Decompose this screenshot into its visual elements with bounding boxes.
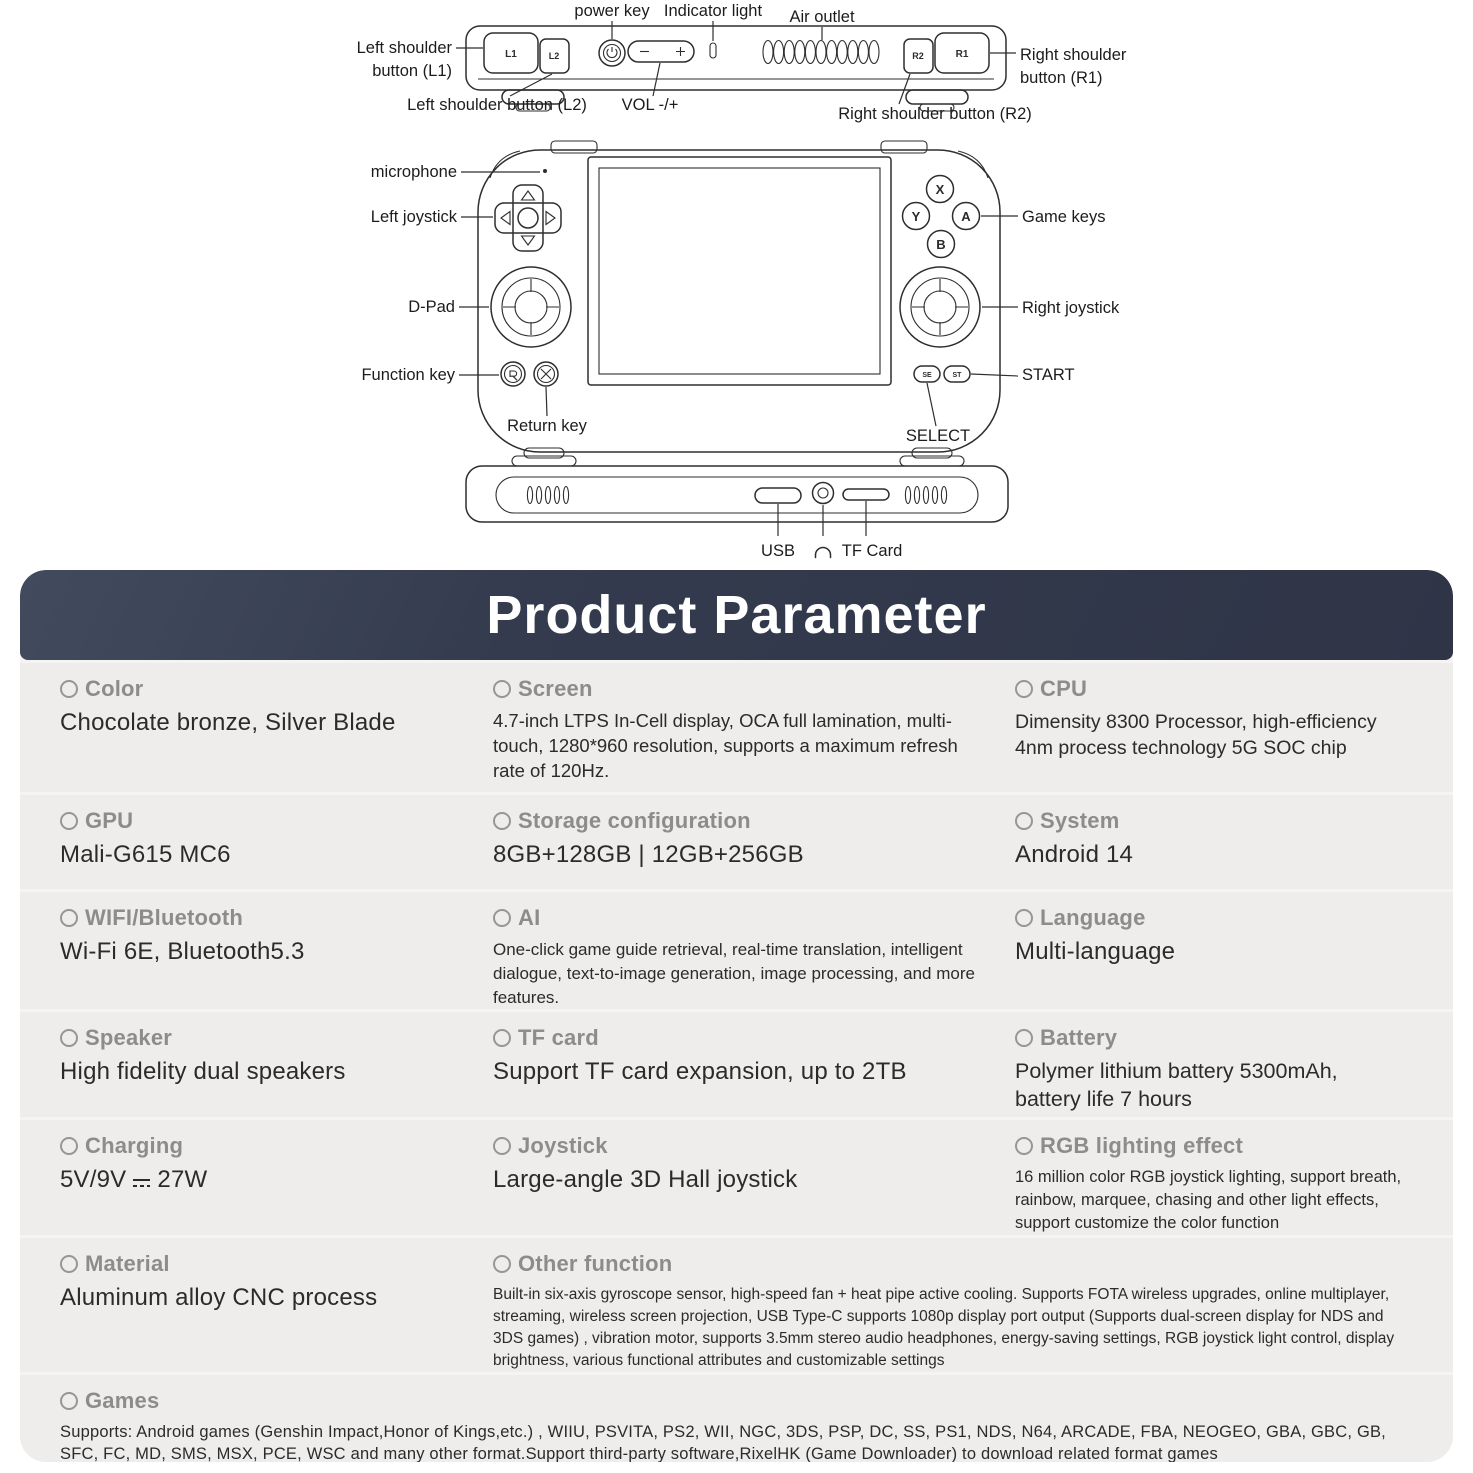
panel-header bbox=[20, 570, 1453, 660]
tf-card-slot bbox=[843, 489, 889, 500]
spec-label-text: RGB lighting effect bbox=[1040, 1133, 1244, 1159]
left-joystick-label: Left joystick bbox=[370, 208, 457, 226]
spec-value: Wi-Fi 6E, Bluetooth5.3 bbox=[60, 938, 305, 965]
spec-row-3 bbox=[20, 892, 1453, 1009]
circle-bullet-icon bbox=[493, 1255, 511, 1273]
spec-label-text: CPU bbox=[1040, 676, 1088, 701]
spec-label-text: AI bbox=[518, 905, 541, 930]
panel-title: Product Parameter bbox=[486, 585, 987, 645]
spec-cell-cpu bbox=[1015, 676, 1429, 792]
spec-value: Dimensity 8300 Processor, high-efficiency 4nm process technology 5G SOC chip bbox=[1015, 711, 1377, 760]
spec-row-4 bbox=[20, 1012, 1453, 1117]
circle-bullet-icon bbox=[1015, 680, 1033, 698]
vol-label: VOL -/+ bbox=[621, 96, 679, 114]
function-key-button bbox=[501, 362, 525, 386]
spec-label-text: TF card bbox=[518, 1025, 599, 1051]
spec-value: 4.7-inch LTPS In-Cell display, OCA full lamination, multi-touch, 1280*960 resolution, supports a maximum refresh rate of 120Hz. bbox=[493, 710, 958, 781]
st-button-label: ST bbox=[952, 372, 962, 379]
left-speaker-holes bbox=[527, 487, 568, 504]
device-diagram bbox=[0, 0, 1473, 565]
spec-cell-storage bbox=[493, 808, 1015, 889]
spec-value: Built-in six-axis gyroscope sensor, high-speed fan + heat pipe active cooling. Supports FOTA wireless upgrades, online multiplayer, streaming, wireless screen projection, USB Type-C supports 1080p display port output (Supports dual-screen display for NDS and 3DS games) , vibration motor, supports 3.5mm stereo audio headphones, energy-saving settings, RGB joystick light control, display brightness, various functional attributes and customizable settings bbox=[493, 1285, 1395, 1369]
spec-row-2 bbox=[20, 795, 1453, 889]
spec-label bbox=[493, 1133, 989, 1159]
air-outlet-vents bbox=[763, 41, 879, 64]
spec-label bbox=[493, 1025, 989, 1051]
return-key-leader bbox=[546, 387, 547, 416]
start-label: START bbox=[1022, 366, 1075, 384]
microphone-label: microphone bbox=[370, 163, 457, 181]
tf-card-label: TF Card bbox=[841, 542, 903, 560]
dc-voltage-icon bbox=[133, 1179, 150, 1188]
spec-value: Supports: Android games (Genshin Impact,Honor of Kings,etc.) , WIIU, PSVITA, PS2, WII, NGC, 3DS, PSP, DC, SS, PS1, NDS, N64, ARCADE, FBA, NEOGEO, GBA, GBC, GB, SFC, FC, MD, SMS, MSX, PCE, WSC and many other format.Support third-party software,RixelHK (Game Downloader) to download related format games bbox=[60, 1422, 1386, 1462]
spec-label-text: Other function bbox=[518, 1250, 673, 1276]
l1-button-label: L1 bbox=[505, 49, 517, 60]
spec-label-text: Battery bbox=[1040, 1025, 1118, 1051]
product-parameter-panel bbox=[20, 570, 1453, 1462]
r2-button-label: R2 bbox=[912, 51, 924, 61]
spec-value: Large-angle 3D Hall joystick bbox=[493, 1166, 798, 1194]
spec-label bbox=[493, 1251, 1403, 1277]
spec-cell-screen bbox=[493, 676, 1015, 792]
spec-label-text: GPU bbox=[85, 808, 134, 833]
power-key bbox=[599, 40, 625, 66]
right-shoulder-r2-label: Right shoulder button (R2) bbox=[838, 105, 1032, 123]
front-view bbox=[361, 141, 1119, 452]
spec-value: Android 14 bbox=[1015, 841, 1134, 868]
indicator-light-label: Indicator light bbox=[663, 2, 763, 20]
x-button-label: X bbox=[935, 182, 945, 197]
spec-label bbox=[60, 808, 467, 834]
spec-label-text: Material bbox=[85, 1250, 170, 1276]
usb-label: USB bbox=[761, 542, 795, 560]
right-shoulder-r1-label-2: button (R1) bbox=[1020, 69, 1103, 87]
air-outlet-label: Air outlet bbox=[789, 8, 855, 26]
spec-value: 16 million color RGB joystick lighting, support breath, rainbow, marquee, chasing and other light effects, support customize the color function bbox=[1015, 1168, 1402, 1232]
spec-cell-ai bbox=[493, 905, 1015, 1009]
dpad-label: D-Pad bbox=[408, 298, 455, 316]
spec-label bbox=[60, 676, 467, 702]
game-keys-cluster bbox=[903, 176, 980, 258]
circle-bullet-icon bbox=[493, 1137, 511, 1155]
front-right-shoulder-bump bbox=[881, 141, 927, 153]
return-key-button bbox=[534, 362, 558, 386]
select-label: SELECT bbox=[905, 427, 971, 445]
spec-value: Aluminum alloy CNC process bbox=[60, 1283, 378, 1311]
spec-label bbox=[493, 676, 989, 702]
spec-value-text: 27W bbox=[157, 1166, 208, 1194]
circle-bullet-icon bbox=[60, 1029, 78, 1047]
circle-bullet-icon bbox=[60, 909, 78, 927]
spec-value: Support TF card expansion, up to 2TB bbox=[493, 1058, 907, 1086]
spec-label bbox=[60, 905, 467, 931]
spec-label bbox=[60, 1133, 467, 1159]
spec-row-1 bbox=[20, 663, 1453, 792]
circle-bullet-icon bbox=[1015, 812, 1033, 830]
spec-cell-color bbox=[60, 676, 493, 792]
spec-label-text: Color bbox=[85, 676, 144, 701]
spec-cell-speaker bbox=[60, 1025, 493, 1117]
spec-cell-battery bbox=[1015, 1025, 1429, 1117]
spec-cell-tf-card bbox=[493, 1025, 1015, 1117]
spec-label-text: Storage configuration bbox=[518, 808, 751, 833]
microphone-hole bbox=[543, 169, 547, 173]
spec-label bbox=[1015, 808, 1403, 834]
screen-outer bbox=[588, 157, 891, 385]
spec-value: Multi-language bbox=[1015, 938, 1176, 965]
spec-label bbox=[60, 1388, 1403, 1414]
spec-value: Chocolate bronze, Silver Blade bbox=[60, 709, 396, 736]
spec-label-text: Screen bbox=[518, 676, 593, 701]
device-top-body bbox=[466, 26, 1006, 90]
right-speaker-holes bbox=[905, 487, 946, 504]
spec-row-6 bbox=[20, 1238, 1453, 1372]
l2-button-label: L2 bbox=[548, 51, 560, 61]
top-edge-view bbox=[357, 2, 1127, 123]
circle-bullet-icon bbox=[493, 812, 511, 830]
spec-value: Mali-G615 MC6 bbox=[60, 841, 231, 868]
left-shoulder-l1-label-2: button (L1) bbox=[372, 62, 452, 80]
circle-bullet-icon bbox=[60, 1137, 78, 1155]
up-arrow-icon bbox=[522, 191, 535, 200]
device-bottom-body bbox=[466, 466, 1008, 522]
headphone-jack-inner bbox=[818, 488, 828, 498]
device-front-body bbox=[478, 150, 1000, 452]
circle-bullet-icon bbox=[60, 680, 78, 698]
spec-label bbox=[60, 1025, 467, 1051]
right-joystick-disc bbox=[900, 267, 980, 347]
spec-row-7 bbox=[20, 1375, 1453, 1462]
left-arrow-icon bbox=[501, 212, 510, 225]
spec-label-text: Games bbox=[85, 1387, 160, 1413]
spec-label-text: WIFI/Bluetooth bbox=[85, 905, 243, 930]
return-key-label: Return key bbox=[507, 417, 587, 435]
spec-cell-rgb bbox=[1015, 1133, 1429, 1234]
right-joystick-label: Right joystick bbox=[1022, 299, 1120, 317]
spec-label-text: Language bbox=[1040, 905, 1146, 930]
spec-label bbox=[1015, 905, 1403, 931]
spec-row-5 bbox=[20, 1120, 1453, 1234]
power-icon bbox=[607, 47, 617, 58]
circle-bullet-icon bbox=[60, 1392, 78, 1410]
select-leader bbox=[927, 383, 936, 426]
right-shoulder-r1-label-1: Right shoulder bbox=[1020, 46, 1127, 64]
spec-label bbox=[60, 1251, 467, 1277]
spec-label bbox=[493, 905, 989, 931]
plus-icon bbox=[676, 47, 685, 56]
spec-cell-system bbox=[1015, 808, 1429, 889]
right-arrow-icon bbox=[546, 212, 555, 225]
usb-c-port bbox=[755, 488, 801, 503]
spec-label bbox=[1015, 1025, 1403, 1051]
dpad-disc bbox=[491, 267, 571, 347]
spec-value: 8GB+128GB | 12GB+256GB bbox=[493, 841, 804, 868]
spec-value: High fidelity dual speakers bbox=[60, 1058, 346, 1086]
circle-bullet-icon bbox=[493, 1029, 511, 1047]
spec-cell-other-function bbox=[493, 1251, 1429, 1372]
function-key-label: Function key bbox=[361, 366, 455, 384]
spec-value: Polymer lithium battery 5300mAh, battery life 7 hours bbox=[1015, 1059, 1338, 1112]
spec-label-text: Joystick bbox=[518, 1133, 608, 1159]
spec-cell-charging bbox=[60, 1133, 493, 1234]
headphone-jack bbox=[813, 483, 834, 504]
start-leader bbox=[971, 374, 1018, 376]
spec-cell-gpu bbox=[60, 808, 493, 889]
headphone-icon bbox=[816, 548, 831, 558]
right-trigger bbox=[906, 90, 968, 104]
spec-value: One-click game guide retrieval, real-time translation, intelligent dialogue, text-to-image generation, image processing, and more features. bbox=[493, 940, 975, 1007]
down-arrow-icon bbox=[522, 236, 535, 245]
front-left-shoulder-bump bbox=[551, 141, 597, 153]
game-keys-label: Game keys bbox=[1022, 208, 1106, 226]
spec-cell-language bbox=[1015, 905, 1429, 1009]
y-button-label: Y bbox=[911, 209, 921, 224]
spec-cell-material bbox=[60, 1251, 493, 1372]
se-button-label: SE bbox=[922, 372, 932, 379]
bottom-edge-view bbox=[466, 448, 1008, 560]
indicator-light bbox=[710, 43, 716, 58]
left-shoulder-l2-label: Left shoulder button (L2) bbox=[407, 96, 587, 114]
spec-value-text: 5V/9V bbox=[60, 1166, 127, 1194]
r1-button-label: R1 bbox=[955, 49, 969, 60]
spec-label bbox=[1015, 676, 1403, 702]
screen-inner bbox=[599, 168, 880, 374]
circle-bullet-icon bbox=[60, 812, 78, 830]
b-button-label: B bbox=[936, 237, 946, 252]
spec-label bbox=[1015, 1133, 1403, 1159]
spec-cell-wifi bbox=[60, 905, 493, 1009]
spec-label-text: Speaker bbox=[85, 1025, 173, 1051]
function-icon bbox=[510, 371, 517, 380]
spec-value bbox=[60, 1166, 467, 1194]
circle-bullet-icon bbox=[60, 1255, 78, 1273]
spec-cell-joystick bbox=[493, 1133, 1015, 1234]
spec-label bbox=[493, 808, 989, 834]
circle-bullet-icon bbox=[1015, 1137, 1033, 1155]
spec-label-text: Charging bbox=[85, 1133, 184, 1159]
a-button-label: A bbox=[961, 209, 971, 224]
return-icon bbox=[541, 369, 551, 379]
left-shoulder-l1-label-1: Left shoulder bbox=[356, 39, 452, 57]
l2-leader bbox=[510, 74, 552, 96]
power-key-label: power key bbox=[574, 2, 650, 20]
spec-label-text: System bbox=[1040, 808, 1120, 833]
left-cross-pad bbox=[495, 185, 561, 251]
circle-bullet-icon bbox=[493, 909, 511, 927]
circle-bullet-icon bbox=[493, 680, 511, 698]
spec-cell-games bbox=[60, 1388, 1429, 1462]
circle-bullet-icon bbox=[1015, 909, 1033, 927]
circle-bullet-icon bbox=[1015, 1029, 1033, 1047]
